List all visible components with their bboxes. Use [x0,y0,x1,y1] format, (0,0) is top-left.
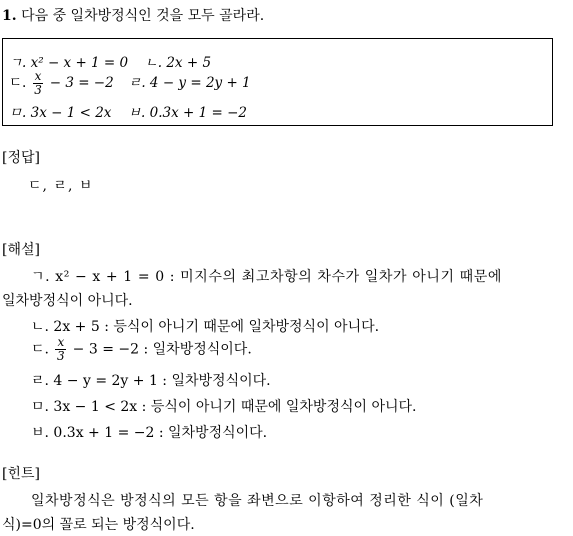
answer-text: ㄷ, ㄹ, ㅂ [28,178,94,194]
choice-c-fraction [33,70,44,97]
question-number: 1. [2,8,17,24]
explanation-line-5: ㄹ. 4 − y = 2y + 1 : 일차방정식이다. [31,373,271,389]
explanation-heading: [해설] [2,242,40,258]
explanation-c-label: ㄷ. [31,341,49,358]
question-text: 다음 중 일차방정식인 것을 모두 골라라. [21,8,265,24]
answer-heading: [정답] [2,150,40,166]
choice-b: ㄴ. 2x + 5 [144,55,212,71]
choices-box [2,38,553,126]
explanation-line-3: ㄴ. 2x + 5 : 등식이 아니기 때문에 일차방정식이 아니다. [31,319,380,335]
choice-c-label: ㄷ. [9,75,27,91]
hint-line-2: 식)=0의 꼴로 되는 방정식이다. [2,517,195,533]
choice-row-3 [9,101,247,121]
question [2,5,264,25]
choice-d: ㄹ. 4 − y = 2y + 1 [128,75,251,91]
choice-row-2 [9,70,251,97]
fraction-numerator: x [34,69,42,83]
choice-e: ㅁ. 3x − 1 < 2x [9,105,112,121]
explanation-line-6: ㅁ. 3x − 1 < 2x : 등식이 아니기 때문에 일차방정식이 아니다. [31,399,417,415]
explanation-c-rest: − 3 = −2 : 일차방정식이다. [72,341,252,358]
fraction-denominator: 3 [57,349,65,363]
explanation-c-fraction [55,336,66,363]
choice-f: ㅂ. 0.3x + 1 = −2 [128,105,247,121]
explanation-line-7: ㅂ. 0.3x + 1 = −2 : 일차방정식이다. [31,425,268,441]
choice-row-1 [9,51,211,71]
explanation-line-1: ㄱ. x² − x + 1 = 0 : 미지수의 최고차항의 차수가 일차가 아니기 때문에 [31,269,503,285]
hint-line-1: 일차방정식은 방정식의 모든 항을 좌변으로 이항하여 정리한 식이 (일차 [31,493,484,509]
choice-a: ㄱ. x² − x + 1 = 0 [9,55,129,71]
explanation-line-4 [31,336,252,363]
fraction-numerator: x [57,335,65,349]
hint-heading: [힌트] [2,466,40,482]
explanation-line-2: 일차방정식이 아니다. [2,293,133,309]
choice-c-rest: − 3 = −2 [49,75,114,91]
fraction-denominator: 3 [34,83,42,97]
